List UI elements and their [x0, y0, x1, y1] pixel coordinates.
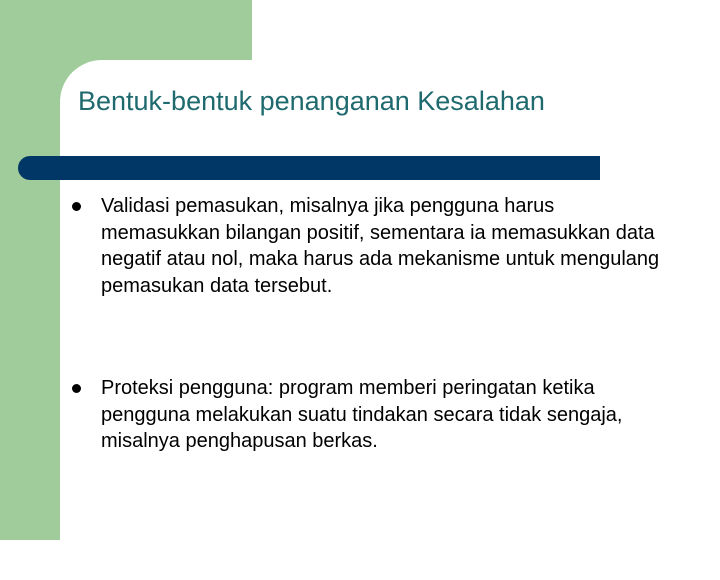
slide-content-panel: [60, 60, 720, 580]
bullet-dot-icon: [72, 384, 81, 393]
decorative-green-sidebar: [0, 0, 60, 540]
bullet-text: Proteksi pengguna: program memberi peringatan ketika pengguna melakukan suatu tindakan secara tidak sengaja, misalnya penghapusan berkas.: [101, 377, 623, 453]
bullet-dot-icon: [72, 202, 81, 211]
slide-title: Bentuk-bentuk penanganan Kesalahan: [78, 86, 545, 116]
bullet-text: Validasi pemasukan, misalnya jika pengguna harus memasukkan bilangan positif, sementara ia memasukkan data negatif atau nol, maka harus ada mekanisme untuk mengulang pemasukan data tersebut.: [101, 195, 660, 297]
title-underline-bar: [18, 156, 600, 180]
